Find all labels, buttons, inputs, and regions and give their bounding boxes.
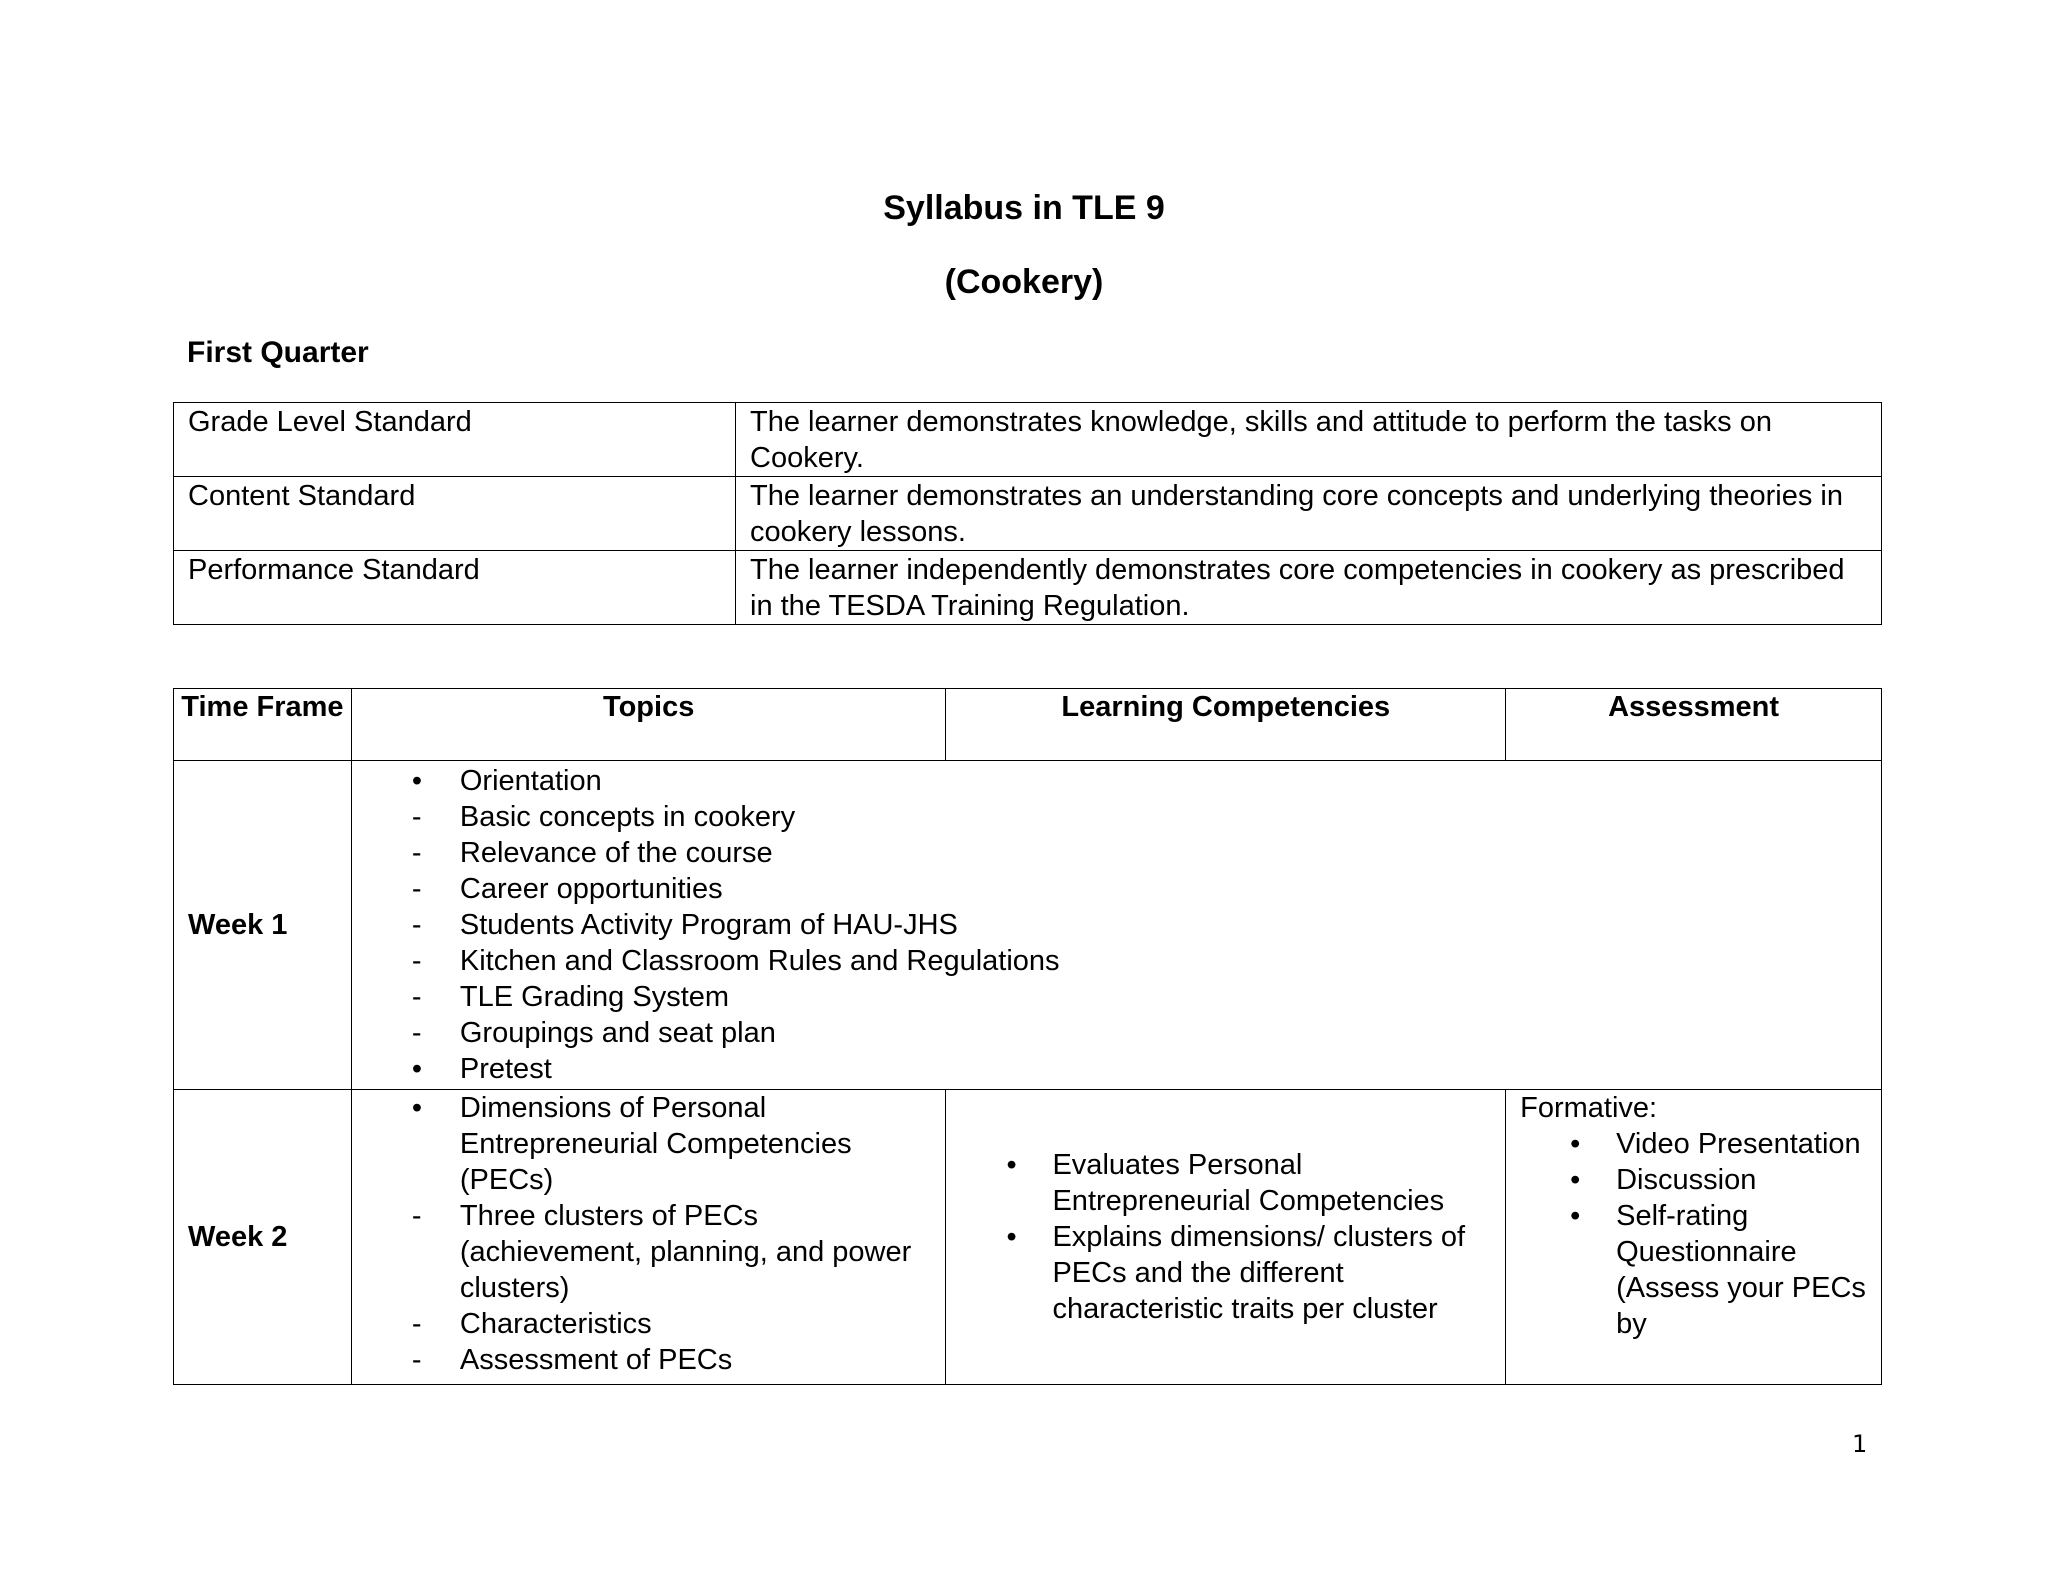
- standards-row: [174, 403, 1882, 477]
- header-topics: Topics: [351, 689, 946, 761]
- list-item-text: Three clusters of PECs (achievement, planning, and power clusters): [459, 1200, 912, 1304]
- dash-marker: -: [411, 1017, 422, 1049]
- list-item-text: Discussion: [1616, 1164, 1757, 1196]
- standard-text: The learner demonstrates knowledge, skills and attitude to perform the tasks on Cookery.: [736, 403, 1882, 477]
- week2-competencies: [946, 1090, 1506, 1385]
- dash-marker: -: [411, 981, 422, 1013]
- list-item-text: Assessment of PECs: [459, 1344, 733, 1376]
- list-item-text: Career opportunities: [459, 873, 723, 905]
- standard-label: Performance Standard: [174, 551, 736, 625]
- week2-assessment-list: [1520, 1126, 1881, 1342]
- list-item: [352, 763, 1881, 799]
- document-title: Syllabus in TLE 9: [883, 189, 1165, 227]
- dash-marker: -: [411, 837, 422, 869]
- list-item-text: Groupings and seat plan: [459, 1017, 776, 1049]
- standards-row: [174, 477, 1882, 551]
- dash-marker: -: [411, 801, 422, 833]
- dash-marker: -: [411, 1308, 422, 1340]
- syllabus-header-row: [174, 689, 1882, 761]
- dash-marker: -: [411, 945, 422, 977]
- syllabus-table: [173, 688, 1882, 1385]
- bullet-icon: •: [1006, 1149, 1017, 1181]
- list-item: [352, 835, 1881, 871]
- quarter-heading: First Quarter: [187, 336, 369, 369]
- dash-marker: -: [411, 873, 422, 905]
- list-item-text: Characteristics: [459, 1308, 652, 1340]
- list-item: [352, 907, 1881, 943]
- week1-topics: [351, 761, 1881, 1090]
- week2-topic-list: [352, 1090, 946, 1378]
- list-item: [352, 943, 1881, 979]
- dash-marker: -: [411, 909, 422, 941]
- week1-row: [174, 761, 1882, 1090]
- standards-table: [173, 402, 1882, 625]
- list-item: [946, 1219, 1505, 1327]
- standards-row: [174, 551, 1882, 625]
- assessment-heading: Formative:: [1520, 1092, 1658, 1124]
- page-number: 1: [1852, 1430, 1868, 1458]
- week1-label: Week 1: [174, 761, 352, 1090]
- week2-assessment: [1506, 1090, 1882, 1385]
- list-item: [352, 1090, 946, 1198]
- standard-text: The learner demonstrates an understanding core concepts and underlying theories in cookery lessons.: [736, 477, 1882, 551]
- list-item-text: Basic concepts in cookery: [459, 801, 796, 833]
- list-item-text: Explains dimensions/ clusters of PECs and the different characteristic traits per cluster: [1052, 1221, 1466, 1325]
- standard-label: Grade Level Standard: [174, 403, 736, 477]
- dash-marker: -: [411, 1344, 422, 1376]
- list-item-text: Kitchen and Classroom Rules and Regulations: [459, 945, 1060, 977]
- list-item-text: Students Activity Program of HAU-JHS: [459, 909, 958, 941]
- list-item: [352, 871, 1881, 907]
- header-time-frame: Time Frame: [174, 689, 352, 761]
- list-item-text: Pretest: [459, 1053, 552, 1085]
- list-item-text: Relevance of the course: [459, 837, 773, 869]
- list-item: [352, 979, 1881, 1015]
- list-item-text: Evaluates Personal Entrepreneurial Competencies: [1052, 1149, 1445, 1217]
- header-competencies: Learning Competencies: [946, 689, 1506, 761]
- list-item: [352, 799, 1881, 835]
- list-item-text: Self-rating Questionnaire (Assess your PECs by: [1616, 1200, 1866, 1340]
- bullet-icon: •: [411, 1053, 423, 1085]
- dash-marker: -: [411, 1200, 422, 1232]
- week1-topic-list: [352, 763, 1881, 1087]
- bullet-icon: •: [411, 765, 423, 797]
- standard-label: Content Standard: [174, 477, 736, 551]
- list-item: [946, 1147, 1505, 1219]
- list-item: [1520, 1162, 1881, 1198]
- week2-label: Week 2: [174, 1090, 352, 1385]
- list-item-text: Video Presentation: [1616, 1128, 1861, 1160]
- document-subtitle: (Cookery): [944, 263, 1104, 301]
- standard-text: The learner independently demonstrates core competencies in cookery as prescribed in the TESDA Training Regulation.: [736, 551, 1882, 625]
- bullet-icon: •: [1570, 1200, 1581, 1232]
- list-item: [352, 1198, 946, 1306]
- list-item: [352, 1342, 946, 1378]
- bullet-icon: •: [1006, 1221, 1017, 1253]
- list-item-text: Dimensions of Personal Entrepreneurial Competencies (PECs): [459, 1092, 852, 1196]
- week2-row: [174, 1090, 1882, 1385]
- list-item-text: TLE Grading System: [459, 981, 730, 1013]
- bullet-icon: •: [1570, 1164, 1581, 1196]
- list-item: [352, 1306, 946, 1342]
- week2-topics: [351, 1090, 946, 1385]
- list-item: [1520, 1126, 1881, 1162]
- list-item: [352, 1051, 1881, 1087]
- list-item: [352, 1015, 1881, 1051]
- bullet-icon: •: [1570, 1128, 1581, 1160]
- week2-competency-list: [946, 1147, 1505, 1327]
- bullet-icon: •: [411, 1092, 423, 1124]
- header-assessment: Assessment: [1506, 689, 1882, 761]
- list-item-text: Orientation: [459, 765, 602, 797]
- list-item: [1520, 1198, 1881, 1342]
